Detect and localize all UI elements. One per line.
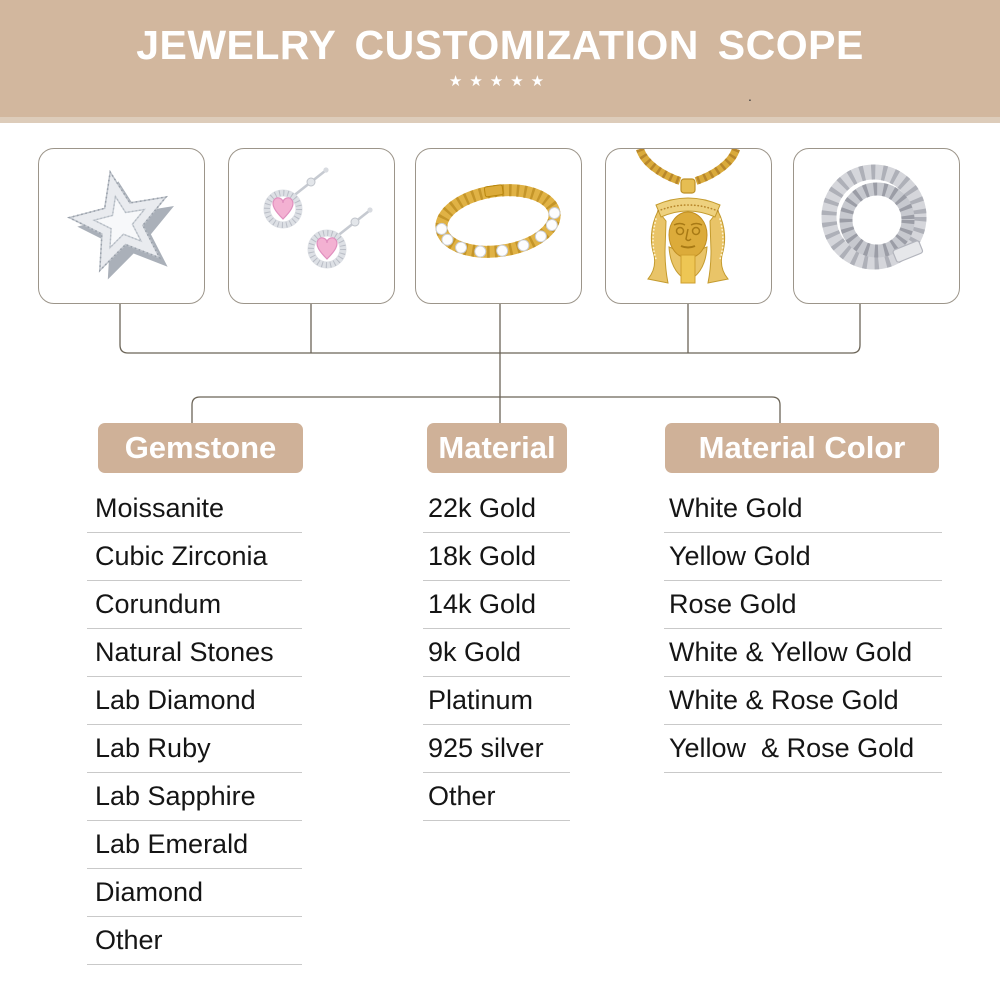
list-item: Cubic Zirconia [87,533,302,581]
product-card-tennis-bracelet [415,148,582,304]
list-item: 14k Gold [423,581,570,629]
list-item: Lab Sapphire [87,773,302,821]
product-card-star-pendant [38,148,205,304]
list-item: Lab Diamond [87,677,302,725]
list-item: White & Yellow Gold [664,629,942,677]
product-card-jesus-pendant [605,148,772,304]
list-item: Natural Stones [87,629,302,677]
gold-tennis-bracelet-image [416,149,581,303]
list-item: Corundum [87,581,302,629]
list-item: Lab Emerald [87,821,302,869]
list-item: Rose Gold [664,581,942,629]
column-header-gemstone: Gemstone [98,423,303,473]
banner-bottom-strip [0,117,1000,123]
product-card-earrings [228,148,395,304]
list-item: Other [423,773,570,821]
jesus-pendant-necklace-image [606,149,771,303]
star-pendant-image [39,149,204,303]
list-item: Yellow & Rose Gold [664,725,942,773]
silver-cuban-link-chain-image [794,149,959,303]
tiny-dot-mark: . [748,88,752,104]
list-item: Other [87,917,302,965]
list-item: 18k Gold [423,533,570,581]
page-title: JEWELRY CUSTOMIZATION SCOPE [136,22,864,68]
heart-stud-earrings-image [229,149,394,303]
list-item: Yellow Gold [664,533,942,581]
list-item: White & Rose Gold [664,677,942,725]
column-header-material: Material [427,423,567,473]
list-item: 22k Gold [423,485,570,533]
product-card-cuban-chain [793,148,960,304]
list-item: Diamond [87,869,302,917]
list-item: 9k Gold [423,629,570,677]
material-color-list [664,485,942,773]
list-item: Moissanite [87,485,302,533]
list-item: 925 silver [423,725,570,773]
list-item: Lab Ruby [87,725,302,773]
list-item: Platinum [423,677,570,725]
gemstone-list [87,485,302,965]
list-item: White Gold [664,485,942,533]
column-header-material-color: Material Color [665,423,939,473]
star-rating-icons: ★★★★★ [448,73,552,90]
material-list [423,485,570,821]
